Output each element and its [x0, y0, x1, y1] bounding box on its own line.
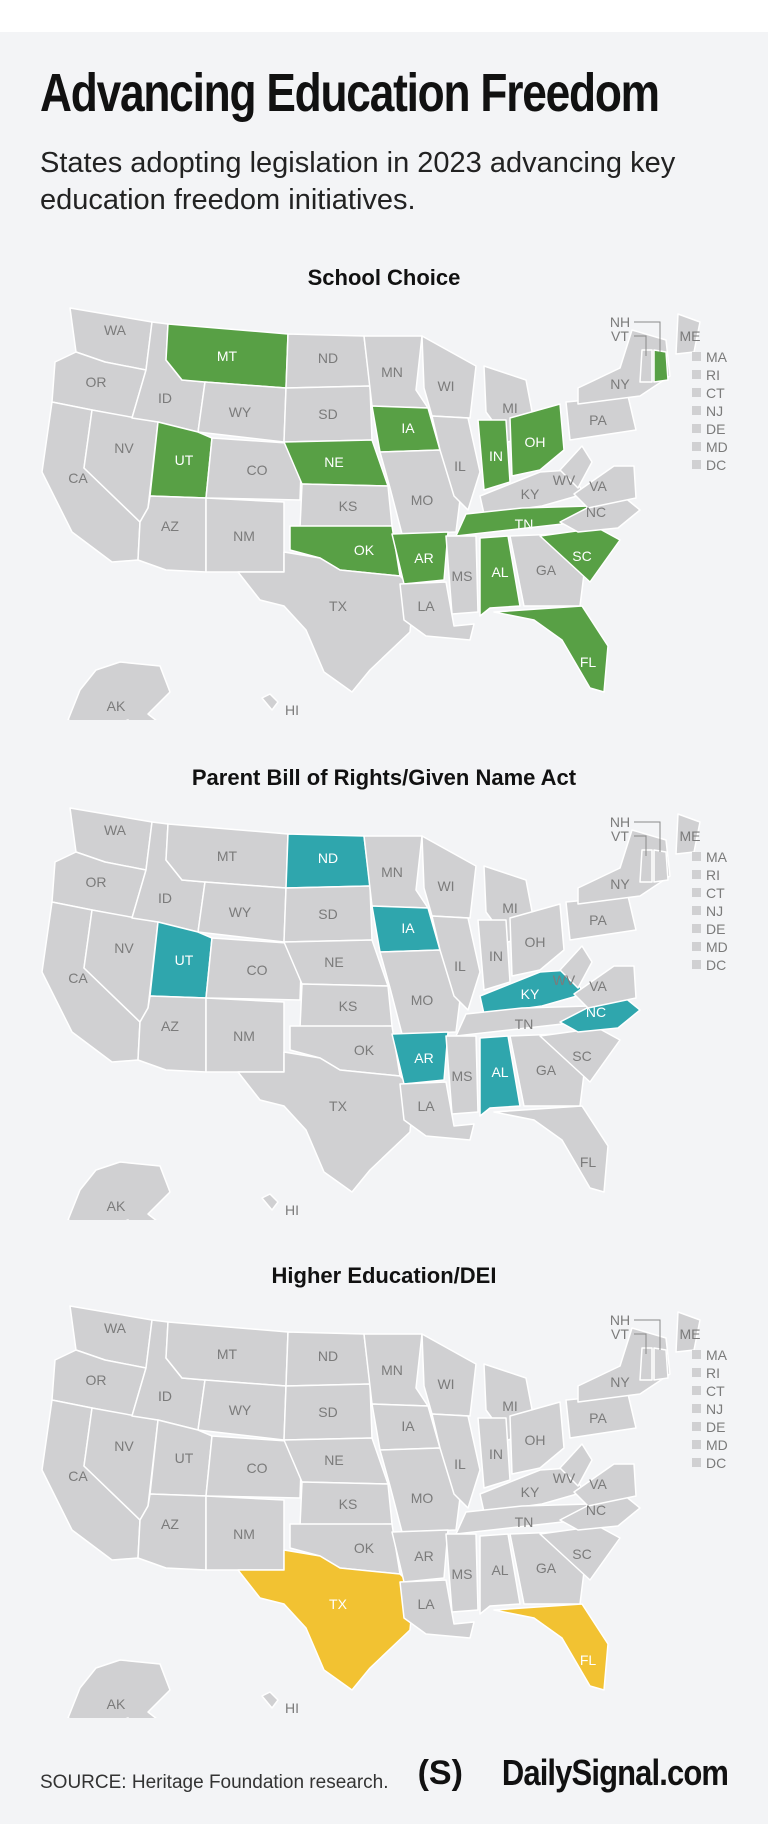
- state-label-sc: SC: [572, 548, 592, 564]
- state-label-ky: KY: [520, 1484, 540, 1500]
- legend-label-ri: RI: [706, 867, 720, 883]
- state-label-tx: TX: [329, 598, 347, 614]
- state-label-ks: KS: [338, 998, 358, 1014]
- legend-label-md: MD: [706, 439, 728, 455]
- state-label-mn: MN: [381, 864, 403, 880]
- legend-swatch-nj: [692, 906, 701, 915]
- legend-label-dc: DC: [706, 957, 727, 973]
- state-label-ms: MS: [451, 1068, 473, 1084]
- state-label-fl: FL: [579, 654, 597, 670]
- source-note: SOURCE: Heritage Foundation research.: [40, 1772, 389, 1793]
- state-label-hi: HI: [285, 1202, 299, 1218]
- state-label-vt: VT: [611, 1326, 629, 1342]
- state-label-va: VA: [589, 478, 607, 494]
- legend-swatch-ma: [692, 852, 701, 861]
- legend-label-de: DE: [706, 921, 726, 937]
- legend-swatch-ri: [692, 370, 701, 379]
- state-label-mi: MI: [502, 1398, 518, 1414]
- legend-swatch-nj: [692, 1404, 701, 1413]
- state-label-ok: OK: [353, 1042, 375, 1058]
- legend-swatch-ct: [692, 1386, 701, 1395]
- state-label-wy: WY: [228, 904, 252, 920]
- state-label-nm: NM: [233, 528, 255, 544]
- state-label-tn: TN: [514, 1514, 534, 1530]
- state-hi: [262, 1194, 278, 1210]
- state-label-nd: ND: [317, 850, 339, 866]
- state-hi: [262, 694, 278, 710]
- state-label-ut: UT: [174, 1450, 194, 1466]
- state-label-me: ME: [679, 1326, 701, 1342]
- state-label-fl: FL: [579, 1652, 597, 1668]
- state-label-ky: KY: [520, 486, 540, 502]
- state-label-ut: UT: [174, 452, 194, 468]
- state-label-ia: IA: [401, 1418, 415, 1434]
- state-label-ak: AK: [106, 1696, 126, 1712]
- state-label-id: ID: [158, 390, 172, 406]
- state-label-ne: NE: [324, 954, 344, 970]
- legend-label-md: MD: [706, 1437, 728, 1453]
- state-label-wv: WV: [552, 1470, 576, 1486]
- state-label-in: IN: [489, 948, 503, 964]
- state-label-wy: WY: [228, 404, 252, 420]
- legend-label-de: DE: [706, 1419, 726, 1435]
- state-label-il: IL: [454, 958, 466, 974]
- state-label-va: VA: [589, 978, 607, 994]
- legend-swatch-md: [692, 942, 701, 951]
- state-label-al: AL: [491, 564, 509, 580]
- legend-label-ct: CT: [706, 1383, 725, 1399]
- state-label-hi: HI: [285, 702, 299, 718]
- state-label-tx: TX: [329, 1596, 347, 1612]
- daily-signal-logo-text: DailySignal.com: [501, 1752, 728, 1793]
- state-wi: [422, 336, 476, 418]
- state-label-nc: NC: [585, 1004, 607, 1020]
- legend-swatch-dc: [692, 460, 701, 469]
- legend-swatch-de: [692, 924, 701, 933]
- state-label-hi: HI: [285, 1700, 299, 1716]
- state-label-az: AZ: [161, 1018, 179, 1034]
- state-label-nd: ND: [317, 350, 339, 366]
- state-label-nh: NH: [609, 314, 631, 330]
- state-fl: [494, 1106, 608, 1192]
- map-higher-education-dei: [0, 1298, 768, 1718]
- state-label-co: CO: [246, 962, 268, 978]
- state-label-ok: OK: [353, 1540, 375, 1556]
- state-label-nc: NC: [585, 504, 607, 520]
- state-label-ak: AK: [106, 698, 126, 714]
- state-az: [138, 1494, 206, 1570]
- state-label-ga: GA: [535, 1062, 557, 1078]
- state-label-id: ID: [158, 1388, 172, 1404]
- legend-label-nj: NJ: [706, 403, 724, 419]
- state-label-va: VA: [589, 1476, 607, 1492]
- state-label-wy: WY: [228, 1402, 252, 1418]
- state-nh: [654, 850, 668, 882]
- legend-swatch-ct: [692, 388, 701, 397]
- state-label-sd: SD: [318, 406, 338, 422]
- state-label-la: LA: [417, 598, 435, 614]
- state-label-ok: OK: [353, 542, 375, 558]
- state-label-az: AZ: [161, 518, 179, 534]
- state-label-or: OR: [85, 374, 107, 390]
- state-label-mi: MI: [502, 400, 518, 416]
- legend-label-ma: MA: [706, 349, 727, 365]
- state-label-ca: CA: [68, 970, 88, 986]
- map-title-higher-education-dei: Higher Education/DEI: [271, 1263, 497, 1288]
- map-parent-bill-of-rights: [0, 800, 768, 1220]
- state-label-or: OR: [85, 874, 107, 890]
- daily-signal-logo: [418, 1753, 728, 1793]
- state-label-la: LA: [417, 1596, 435, 1612]
- legend-label-nj: NJ: [706, 1401, 724, 1417]
- state-label-or: OR: [85, 1372, 107, 1388]
- state-label-ar: AR: [414, 550, 434, 566]
- legend-label-ct: CT: [706, 385, 725, 401]
- state-label-az: AZ: [161, 1516, 179, 1532]
- state-label-nv: NV: [114, 440, 134, 456]
- state-label-ms: MS: [451, 568, 473, 584]
- state-label-mt: MT: [216, 348, 238, 364]
- state-label-wi: WI: [437, 1376, 455, 1392]
- state-label-ga: GA: [535, 1560, 557, 1576]
- state-fl: [494, 606, 608, 692]
- state-label-pa: PA: [589, 1410, 607, 1426]
- state-wi: [422, 836, 476, 918]
- state-label-id: ID: [158, 890, 172, 906]
- state-label-il: IL: [454, 1456, 466, 1472]
- state-label-ne: NE: [324, 1452, 344, 1468]
- state-label-wv: WV: [552, 472, 576, 488]
- legend-swatch-dc: [692, 960, 701, 969]
- state-label-ia: IA: [401, 420, 415, 436]
- state-label-fl: FL: [579, 1154, 597, 1170]
- state-label-wa: WA: [103, 322, 127, 338]
- legend-label-dc: DC: [706, 1455, 727, 1471]
- state-label-ga: GA: [535, 562, 557, 578]
- legend-label-ma: MA: [706, 1347, 727, 1363]
- state-label-ks: KS: [338, 498, 358, 514]
- state-label-sc: SC: [572, 1048, 592, 1064]
- state-label-ca: CA: [68, 470, 88, 486]
- state-label-nv: NV: [114, 1438, 134, 1454]
- state-label-ia: IA: [401, 920, 415, 936]
- state-label-mi: MI: [502, 900, 518, 916]
- state-label-ks: KS: [338, 1496, 358, 1512]
- state-label-mt: MT: [216, 1346, 238, 1362]
- state-label-tx: TX: [329, 1098, 347, 1114]
- legend-label-de: DE: [706, 421, 726, 437]
- state-label-ny: NY: [610, 376, 630, 392]
- state-label-ca: CA: [68, 1468, 88, 1484]
- legend-label-ct: CT: [706, 885, 725, 901]
- state-az: [138, 996, 206, 1072]
- state-label-co: CO: [246, 462, 268, 478]
- map-title-school-choice: School Choice: [307, 265, 461, 290]
- state-label-wi: WI: [437, 878, 455, 894]
- page-title: Advancing Education Freedom: [40, 63, 659, 123]
- state-label-ky: KY: [520, 986, 540, 1002]
- state-label-nh: NH: [609, 814, 631, 830]
- state-nh: [654, 1348, 668, 1380]
- state-label-co: CO: [246, 1460, 268, 1476]
- state-label-tn: TN: [514, 516, 534, 532]
- state-label-al: AL: [491, 1562, 509, 1578]
- legend-swatch-ma: [692, 352, 701, 361]
- state-label-nh: NH: [609, 1312, 631, 1328]
- state-label-sd: SD: [318, 906, 338, 922]
- state-label-tn: TN: [514, 1016, 534, 1032]
- state-label-sd: SD: [318, 1404, 338, 1420]
- state-label-ny: NY: [610, 1374, 630, 1390]
- legend-label-ri: RI: [706, 1365, 720, 1381]
- state-label-mo: MO: [410, 992, 434, 1008]
- legend-label-md: MD: [706, 939, 728, 955]
- state-label-ne: NE: [324, 454, 344, 470]
- state-label-ar: AR: [414, 1548, 434, 1564]
- state-label-il: IL: [454, 458, 466, 474]
- legend-swatch-dc: [692, 1458, 701, 1467]
- state-label-ut: UT: [174, 952, 194, 968]
- page-subtitle: States adopting legislation in 2023 advancing key education freedom initiatives.: [40, 147, 676, 216]
- legend-swatch-de: [692, 1422, 701, 1431]
- map-title-parent-bill-of-rights: Parent Bill of Rights/Given Name Act: [191, 765, 577, 790]
- map-school-choice: [0, 300, 768, 720]
- state-label-wa: WA: [103, 822, 127, 838]
- state-label-me: ME: [679, 328, 701, 344]
- state-label-wv: WV: [552, 972, 576, 988]
- legend-swatch-ri: [692, 1368, 701, 1377]
- state-label-ms: MS: [451, 1566, 473, 1582]
- state-label-nm: NM: [233, 1526, 255, 1542]
- state-label-wa: WA: [103, 1320, 127, 1336]
- state-label-la: LA: [417, 1098, 435, 1114]
- state-label-al: AL: [491, 1064, 509, 1080]
- legend-label-nj: NJ: [706, 903, 724, 919]
- legend-swatch-ri: [692, 870, 701, 879]
- state-label-me: ME: [679, 828, 701, 844]
- legend-swatch-de: [692, 424, 701, 433]
- state-label-sc: SC: [572, 1546, 592, 1562]
- state-label-wi: WI: [437, 378, 455, 394]
- state-label-vt: VT: [611, 828, 629, 844]
- state-label-nd: ND: [317, 1348, 339, 1364]
- state-label-in: IN: [489, 1446, 503, 1462]
- state-wi: [422, 1334, 476, 1416]
- state-label-ar: AR: [414, 1050, 434, 1066]
- state-hi: [262, 1692, 278, 1708]
- state-label-mo: MO: [410, 1490, 434, 1506]
- state-label-vt: VT: [611, 328, 629, 344]
- state-label-nv: NV: [114, 940, 134, 956]
- state-label-nc: NC: [585, 1502, 607, 1518]
- legend-label-ma: MA: [706, 849, 727, 865]
- state-label-pa: PA: [589, 912, 607, 928]
- legend-swatch-ct: [692, 888, 701, 897]
- legend-label-dc: DC: [706, 457, 727, 473]
- state-label-oh: OH: [524, 1432, 546, 1448]
- daily-signal-logo-mark: (S): [417, 1753, 463, 1792]
- state-label-in: IN: [489, 448, 503, 464]
- state-az: [138, 496, 206, 572]
- state-label-mn: MN: [381, 364, 403, 380]
- state-label-oh: OH: [524, 934, 546, 950]
- legend-swatch-nj: [692, 406, 701, 415]
- state-label-mo: MO: [410, 492, 434, 508]
- state-fl: [494, 1604, 608, 1690]
- state-label-oh: OH: [524, 434, 546, 450]
- state-label-ak: AK: [106, 1198, 126, 1214]
- state-nh: [654, 350, 668, 382]
- legend-label-ri: RI: [706, 367, 720, 383]
- legend-swatch-md: [692, 442, 701, 451]
- state-label-nm: NM: [233, 1028, 255, 1044]
- state-label-pa: PA: [589, 412, 607, 428]
- state-label-ny: NY: [610, 876, 630, 892]
- state-label-mt: MT: [216, 848, 238, 864]
- state-label-mn: MN: [381, 1362, 403, 1378]
- legend-swatch-ma: [692, 1350, 701, 1359]
- legend-swatch-md: [692, 1440, 701, 1449]
